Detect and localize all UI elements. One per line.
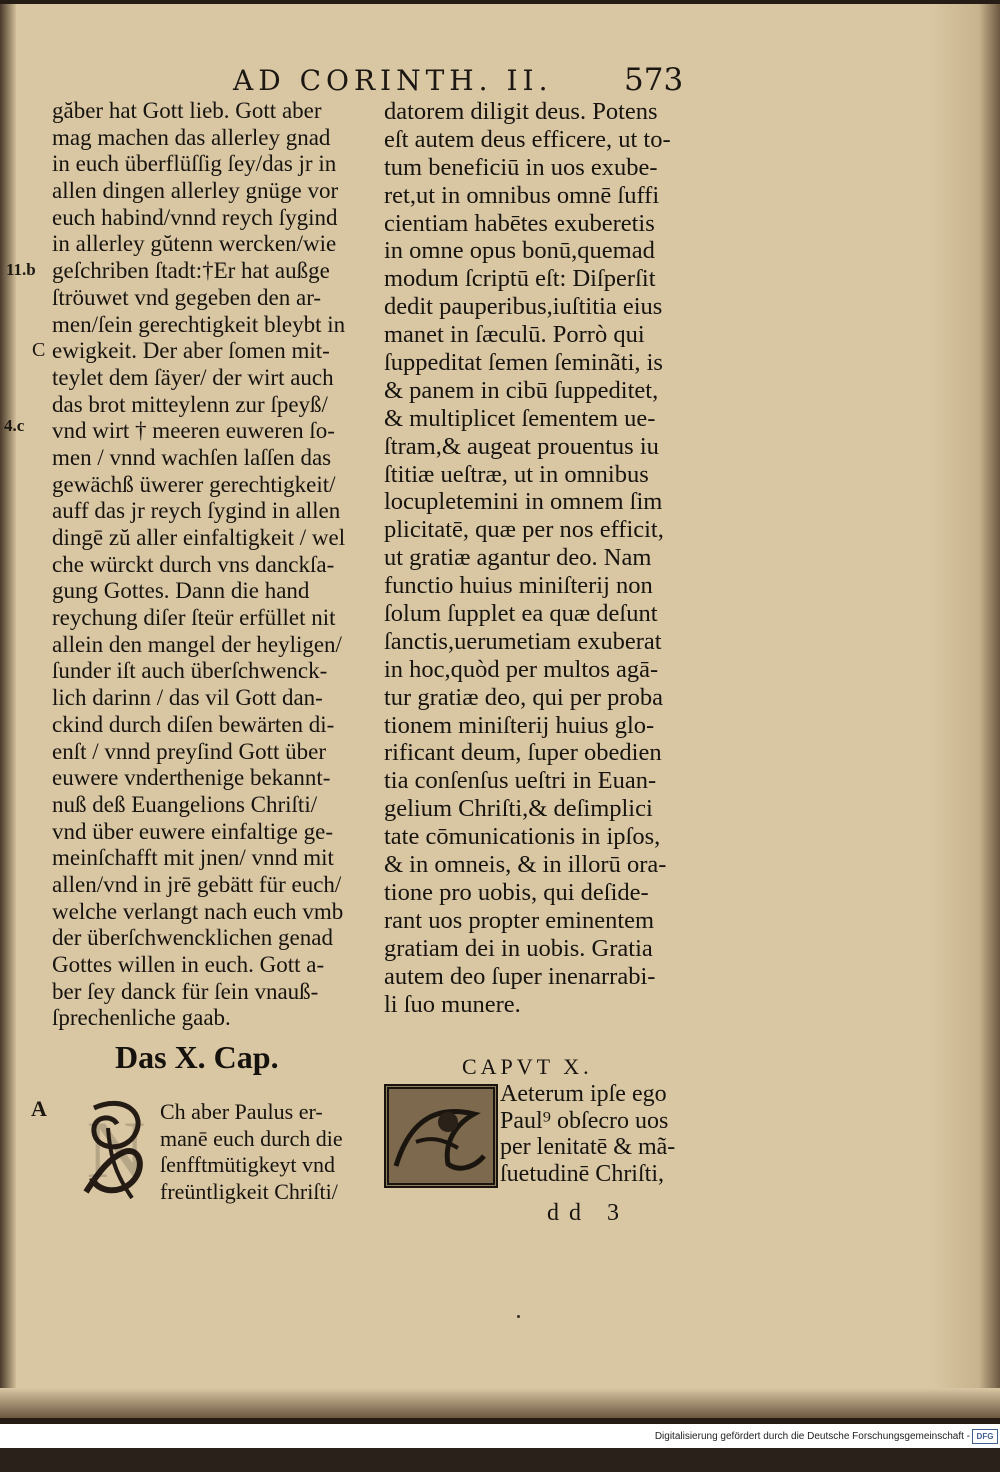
text-line: gratiam dei in uobis. Gratia — [384, 934, 653, 962]
text-line: ſenfftmütigkeyt vnd — [160, 1152, 335, 1178]
printer-dot — [517, 1315, 520, 1318]
digitization-footer — [0, 1424, 1000, 1448]
text-line: ckind durch diſen bewärten di- — [52, 711, 335, 737]
woodcut-initial — [384, 1084, 498, 1188]
text-line: auff das jr reych ſygind in allen — [52, 498, 341, 524]
text-line: das brot mitteylenn zur ſpeyß/ — [52, 391, 328, 417]
german-column — [52, 98, 370, 1032]
text-line: ſolum ſupplet ea quæ deſunt — [384, 600, 658, 628]
text-line: ſanctis,uerumetiam exuberat — [384, 627, 662, 655]
text-line: allen/vnd in jrē gebätt für euch/ — [52, 871, 342, 897]
text-line: Gottes willen in euch. Gott a- — [52, 952, 325, 977]
page-number: 573 — [624, 62, 684, 98]
latin-column — [384, 98, 709, 1018]
right-page-edge — [930, 4, 1000, 1418]
text-line: & multiplicet ſementem ue- — [384, 404, 656, 432]
signature-mark: dd 3 — [547, 1200, 629, 1226]
text-line: găber hat Gott lieb. Gott aber — [52, 98, 322, 123]
text-line: meinſchafft mit jnen/ vnnd mit — [52, 845, 334, 871]
text-line: vnd wirt † meeren euweren ſo- — [52, 418, 335, 444]
text-line: functio huius miniſterij non — [384, 572, 653, 600]
text-line: nuß deß Euangelions Chriſti/ — [52, 791, 318, 817]
text-line: manet in ſæculū. Porrò qui — [384, 321, 645, 349]
text-line: in euch überflüſſig ſey/das jr in — [52, 151, 337, 177]
text-line: in allerley gŭtenn wercken/wie — [52, 231, 337, 257]
text-line: ber ſey danck für ſein vnauß- — [52, 978, 319, 1004]
text-line: Aeterum ipſe ego — [500, 1081, 667, 1107]
text-line: der überſchwencklichen genad — [52, 925, 333, 951]
text-line: & panem in cibū ſuppeditet, — [384, 376, 659, 404]
text-line: ſtröuwet vnd gegeben den ar- — [52, 284, 322, 310]
text-line: locupletemini in omnem ſim — [384, 488, 663, 516]
text-line: rant uos propter eminentem — [384, 906, 655, 934]
german-chapter-title: Das X. Cap. — [115, 1039, 279, 1075]
decorated-initial — [74, 1094, 158, 1206]
margin-note: 4.c — [4, 416, 25, 435]
text-line: tionem miniſterij huius glo- — [384, 711, 655, 739]
text-line: men / vnnd wachſen laſſen das — [52, 444, 332, 470]
footer-text: Digitalisierung gefördert durch die Deutsche Forschungsgemeinschaft - — [654, 1431, 970, 1442]
text-line: che würckt durch vns danckſa- — [52, 551, 335, 577]
text-line: ſuppeditat ſemen ſeminãti, is — [384, 349, 663, 377]
text-line: modum ſcriptū eſt: Diſperſit — [384, 265, 656, 293]
text-line: per lenitatē & mã- — [500, 1134, 676, 1161]
paper-sheet — [0, 4, 1000, 1418]
text-line: lich darinn / das vil Gott dan- — [52, 685, 323, 711]
text-line: & in omneis, & in illorū ora- — [384, 851, 667, 879]
text-line: teylet dem ſäyer/ der wirt auch — [52, 364, 334, 390]
text-line: ret,ut in omnibus omnē ſuffi — [384, 181, 660, 209]
text-line: in hoc,quòd per multos agā- — [384, 655, 659, 683]
left-page-edge — [0, 4, 16, 1418]
text-line: enſt / vnnd preyſind Gott über — [52, 738, 327, 764]
margin-note: A — [31, 1096, 47, 1121]
text-line: tia conſenſus ueſtri in Euan- — [384, 767, 657, 795]
woodcut-icon — [386, 1086, 496, 1186]
text-line: ſtram,& augeat prouentus iu — [384, 432, 659, 460]
german-chapter-opening — [160, 1099, 380, 1206]
text-line: cientiam habētes exuberetis — [384, 209, 655, 237]
text-line: reychung diſer ſteür erfüllet nit — [52, 605, 336, 631]
dfg-logo: DFG — [972, 1429, 998, 1444]
text-line: mag machen das allerley gnad — [52, 124, 331, 150]
text-line: gelium Chriſti,& deſimplici — [384, 795, 653, 823]
text-line: ewigkeit. Der aber ſomen mit- — [52, 338, 330, 364]
text-line: rificant deum, ſuper obedien — [384, 739, 662, 767]
text-line: eſt autem deus efficere, ut to- — [384, 125, 671, 153]
text-line: tate cōmunicationis in ipſos, — [384, 823, 661, 851]
text-line: Ch aber Paulus er- — [160, 1099, 323, 1124]
text-line: autem deo ſuper inenarrabi- — [384, 962, 656, 990]
bottom-page-edge — [0, 1388, 1000, 1418]
text-line: men/ſein gerechtigkeit bleybt in — [52, 311, 346, 337]
text-line: manē euch durch die — [160, 1125, 343, 1151]
text-line: allein den mangel der heyligen/ — [52, 631, 342, 657]
text-line: freüntligkeit Chriſti/ — [160, 1179, 338, 1205]
text-line: ſunder iſt auch überſchwenck- — [52, 658, 328, 684]
margin-note: C — [32, 339, 46, 361]
margin-note: 11.b — [6, 260, 36, 279]
text-line: allen dingen allerley gnüge vor — [52, 178, 339, 204]
text-line: datorem diligit deus. Potens — [384, 98, 658, 125]
text-line: euch habind/vnnd reych ſygind — [52, 204, 338, 230]
text-line: ſtitiæ ueſtræ, ut in omnibus — [384, 460, 649, 488]
text-line: dingē zŭ aller einfaltigkeit / wel — [52, 525, 346, 550]
text-line: gung Gottes. Dann die hand — [52, 578, 310, 604]
text-line: geſchriben ſtadt:†Er hat außge — [52, 258, 330, 284]
text-line: in omne opus bonū,quemad — [384, 237, 655, 265]
drop-initial-letter: N — [86, 1104, 146, 1195]
latin-chapter-title: CAPVT X. — [462, 1054, 593, 1079]
running-head: AD CORINTH. II. — [233, 64, 553, 97]
text-line: gewächß üwerer gerechtigkeit/ — [52, 471, 336, 497]
text-line: ſprechenliche gaab. — [52, 1005, 231, 1031]
text-line: tum beneficiū in uos exube- — [384, 153, 658, 181]
text-line: dedit pauperibus,iuſtitia eius — [384, 293, 663, 321]
text-line: ſuetudinē Chriſti, — [500, 1161, 664, 1188]
text-line: tur gratiæ deo, qui per proba — [384, 683, 663, 711]
latin-chapter-opening — [500, 1080, 715, 1187]
text-line: Paul⁹ obſecro uos — [500, 1107, 669, 1134]
text-line: euwere vnderthenige bekannt- — [52, 765, 331, 791]
text-line: ut gratiæ agantur deo. Nam — [384, 544, 652, 572]
text-line: li ſuo munere. — [384, 990, 521, 1018]
text-line: welche verlangt nach euch vmb — [52, 898, 344, 924]
text-line: vnd über euwere einfaltige ge- — [52, 818, 333, 844]
text-line: tione pro uobis, qui deſide- — [384, 878, 649, 906]
text-line: plicitatē, quæ per nos efficit, — [384, 516, 664, 544]
